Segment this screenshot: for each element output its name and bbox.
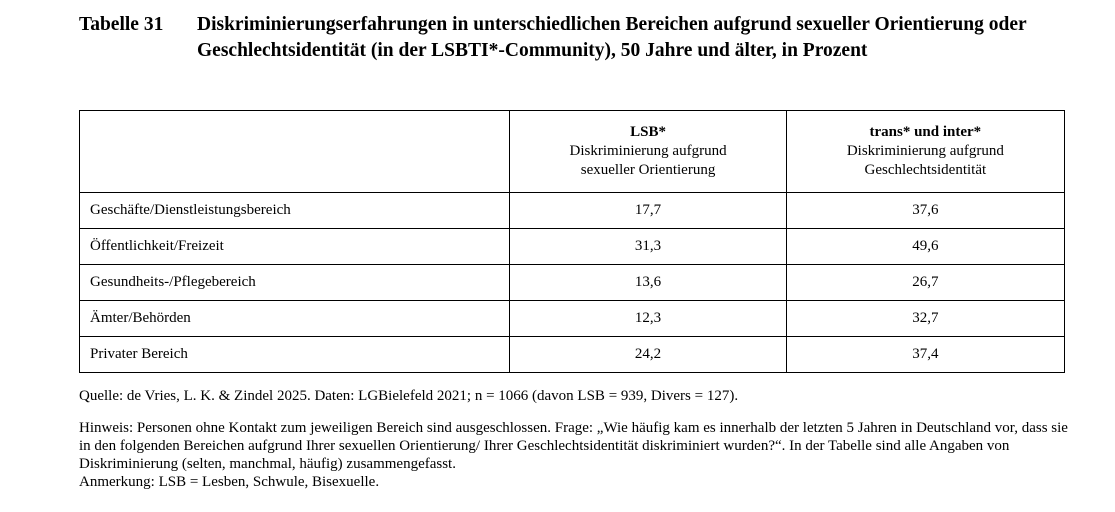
row-label: Öffentlichkeit/Freizeit (80, 229, 510, 265)
header-empty-cell (80, 111, 510, 193)
table-caption (79, 12, 1089, 64)
header-lsb-line1: Diskriminierung aufgrund (569, 143, 727, 159)
value-lsb: 13,6 (510, 265, 786, 301)
data-table (79, 110, 1065, 373)
header-trans-inter-line1: Diskriminierung aufgrund (846, 143, 1004, 159)
table-row (80, 229, 1065, 265)
header-trans-inter-title: trans* und inter* (869, 124, 982, 140)
hint-note: Hinweis: Personen ohne Kontakt zum jeweiligen Bereich sind ausgeschlossen. Frage: „Wie häufig kam es innerhalb der letzten 5 Jahren in Deutschland vor, dass sie in den folgenden Bereichen aufgrund Ihrer sexuellen Orientierung/ Ihrer Geschlechtsidentität diskriminiert wurden?“. In der Tabelle sind alle Angaben von Diskriminierung (selten, manchmal, häufig) zusammengefasst. (79, 420, 1068, 472)
header-lsb (510, 111, 786, 193)
remark-note: Anmerkung: LSB = Lesben, Schwule, Bisexuelle. (79, 474, 380, 490)
table-row (80, 193, 1065, 229)
table-row (80, 265, 1065, 301)
row-label: Gesundheits-/Pflegebereich (80, 265, 510, 301)
table-row (80, 337, 1065, 373)
table-row (80, 301, 1065, 337)
row-label: Privater Bereich (80, 337, 510, 373)
value-trans-inter: 32,7 (786, 301, 1064, 337)
header-lsb-title: LSB* (630, 124, 666, 140)
value-trans-inter: 26,7 (786, 265, 1064, 301)
value-trans-inter: 37,6 (786, 193, 1064, 229)
source-note: Quelle: de Vries, L. K. & Zindel 2025. Daten: LGBielefeld 2021; n = 1066 (davon LSB = 939, Divers = 127). (79, 388, 739, 404)
value-trans-inter: 49,6 (786, 229, 1064, 265)
value-trans-inter: 37,4 (786, 337, 1064, 373)
value-lsb: 24,2 (510, 337, 786, 373)
row-label: Ämter/Behörden (80, 301, 510, 337)
table-title: Diskriminierungserfahrungen in unterschiedlichen Bereichen aufgrund sexueller Orientierung oder Geschlechtsidentität (in der LSBTI*-Community), 50 Jahre und älter, in Prozent (197, 14, 1027, 61)
header-trans-inter (786, 111, 1064, 193)
value-lsb: 12,3 (510, 301, 786, 337)
header-trans-inter-line2: Geschlechtsidentität (864, 162, 987, 178)
value-lsb: 31,3 (510, 229, 786, 265)
table-number: Tabelle 31 (79, 14, 164, 35)
header-lsb-line2: sexueller Orientierung (580, 162, 716, 178)
row-label: Geschäfte/Dienstleistungsbereich (80, 193, 510, 229)
table-header-row (80, 111, 1065, 193)
value-lsb: 17,7 (510, 193, 786, 229)
table-notes (79, 387, 1069, 491)
